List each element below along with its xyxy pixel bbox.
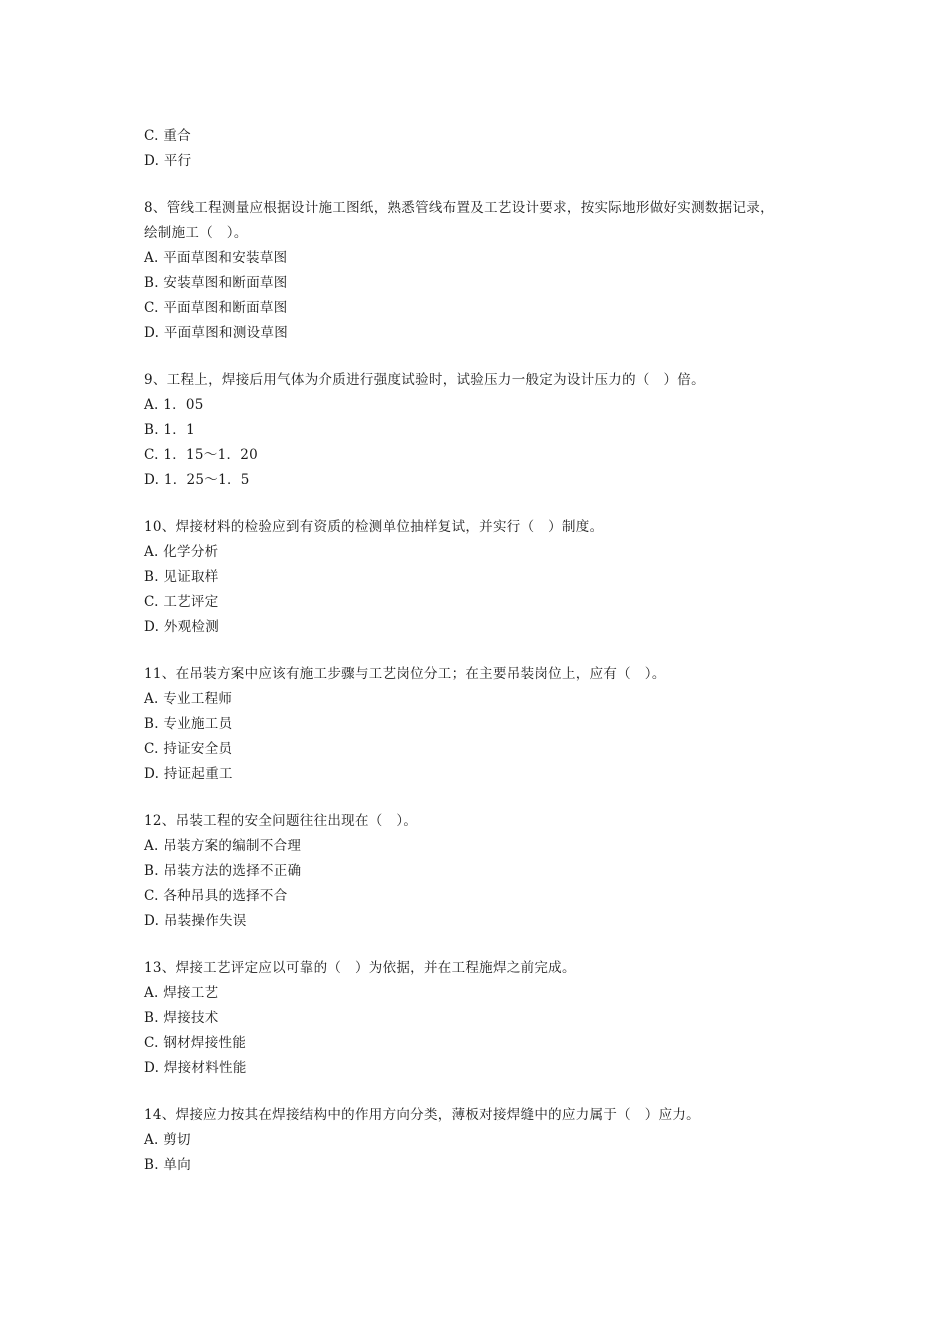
question-stem: 14、焊接应力按其在焊接结构中的作用方向分类，薄板对接焊缝中的应力属于（ ）应力。 <box>144 1107 700 1123</box>
option-line: B. 见证取样 <box>144 569 219 585</box>
question-stem: 8、管线工程测量应根据设计施工图纸，熟悉管线布置及工艺设计要求，按实际地形做好实测数据记录， <box>144 200 774 216</box>
option-line: A. 焊接工艺 <box>144 985 219 1001</box>
option-line: A. 吊装方案的编制不合理 <box>144 838 302 854</box>
option-line: C. 各种吊具的选择不合 <box>144 888 288 904</box>
option-line: D. 平面草图和测设草图 <box>144 325 289 341</box>
option-line: B. 单向 <box>144 1157 192 1173</box>
spacer <box>144 787 814 809</box>
question-stem: 绘制施工（ ）。 <box>144 225 248 241</box>
option-line: C. 重合 <box>144 128 191 144</box>
question-stem: 12、吊装工程的安全问题往往出现在（ ）。 <box>144 813 418 829</box>
question-stem: 13、焊接工艺评定应以可靠的（ ）为依据，并在工程施焊之前完成。 <box>144 960 576 976</box>
option-line: D. 持证起重工 <box>144 766 233 782</box>
option-line: C. 钢材焊接性能 <box>144 1035 247 1051</box>
option-line: C. 平面草图和断面草图 <box>144 300 288 316</box>
spacer <box>144 174 814 196</box>
option-line: A. 平面草图和安装草图 <box>144 250 288 266</box>
option-line: C. 持证安全员 <box>144 741 233 757</box>
option-line: D. 吊装操作失误 <box>144 913 247 929</box>
option-line: D. 1．25～1．5 <box>144 472 250 488</box>
option-line: B. 专业施工员 <box>144 716 233 732</box>
option-line: C. 1．15～1．20 <box>144 447 259 463</box>
option-line: B. 安装草图和断面草图 <box>144 275 288 291</box>
spacer <box>144 493 814 515</box>
option-line: B. 吊装方法的选择不正确 <box>144 863 302 879</box>
spacer <box>144 640 814 662</box>
option-line: B. 焊接技术 <box>144 1010 219 1026</box>
option-line: B. 1．1 <box>144 422 195 438</box>
option-line: A. 1．05 <box>144 397 204 413</box>
option-line: A. 化学分析 <box>144 544 219 560</box>
spacer <box>144 346 814 368</box>
question-list <box>144 124 814 1178</box>
question-stem: 11、在吊装方案中应该有施工步骤与工艺岗位分工；在主要吊装岗位上，应有（ ）。 <box>144 666 666 682</box>
option-line: D. 焊接材料性能 <box>144 1060 247 1076</box>
question-stem: 9、工程上，焊接后用气体为介质进行强度试验时，试验压力一般定为设计压力的（ ）倍。 <box>144 372 705 388</box>
option-line: A. 专业工程师 <box>144 691 233 707</box>
option-line: D. 外观检测 <box>144 619 220 635</box>
spacer <box>144 934 814 956</box>
option-line: C. 工艺评定 <box>144 594 219 610</box>
option-line: D. 平行 <box>144 153 192 169</box>
option-line: A. 剪切 <box>144 1132 191 1148</box>
question-stem: 10、焊接材料的检验应到有资质的检测单位抽样复试，并实行（ ）制度。 <box>144 519 604 535</box>
spacer <box>144 1081 814 1103</box>
